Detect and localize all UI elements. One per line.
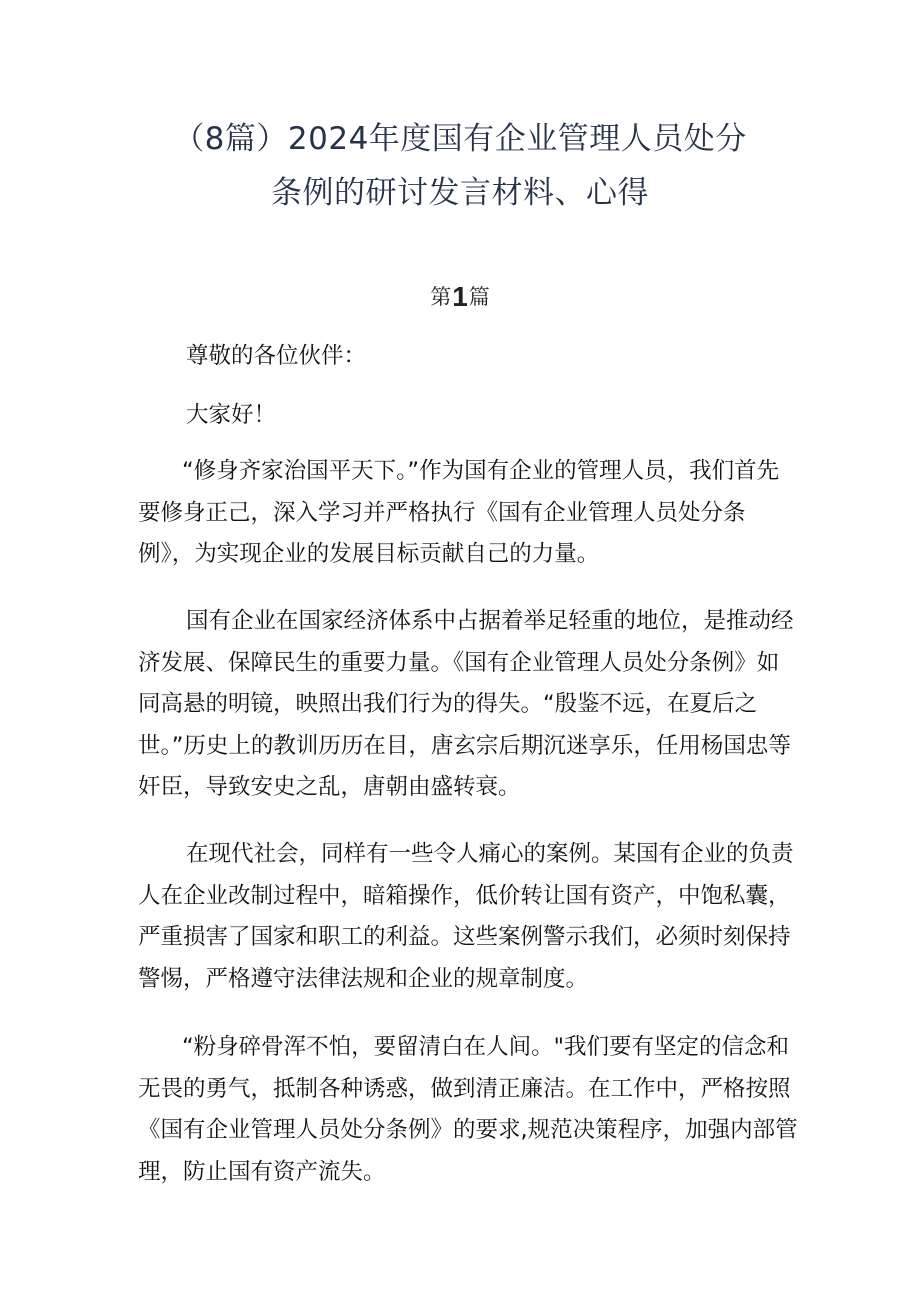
paragraph-3: 在现代社会，同样有一些令人痛心的案例。某国有企业的负责人在企业改制过程中，暗箱操作，低价转让国有资产，中饱私囊，严重损害了国家和职工的利益。这些案例警示我们，必须时刻保持警惕，严格遵守法律法规和企业的规章制度。 (138, 841, 794, 992)
chapter-number: 1 (452, 281, 468, 312)
chapter-heading (0, 281, 920, 313)
chapter-suffix: 篇 (468, 285, 490, 309)
document-title-line-2: 条例的研讨发言材料、心得 (271, 175, 649, 211)
paragraph-2: 国有企业在国家经济体系中占据着举足轻重的地位，是推动经济发展、保障民生的重要力量。《国有企业管理人员处分条例》如同高悬的明镜，映照出我们行为的得失。“殷鉴不远，在夏后之世。”历史上的教训历历在目，唐玄宗后期沉迷享乐，任用杨国忠等奸臣，导致安史之乱，唐朝由盛转衰。 (138, 608, 794, 800)
greeting: 大家好！ (186, 402, 277, 428)
salutation: 尊敬的各位伙伴： (186, 343, 367, 369)
document-title-line-1: （8篇）2024年度国有企业管理人员处分 (173, 121, 747, 157)
paragraph-1: “修身齐家治国平天下。”作为国有企业的管理人员，我们首先要修身正己，深入学习并严格执行《国有企业管理人员处分条例》，为实现企业的发展目标贡献自己的力量。 (138, 458, 780, 567)
paragraph-4: “粉身碎骨浑不怕，要留清白在人间。"我们要有坚定的信念和无畏的勇气，抵制各种诱惑，做到清正廉洁。在工作中，严格按照《国有企业管理人员处分条例》的要求,规范决策程序，加强内部管理，防止国有资产流失。 (138, 1034, 798, 1185)
chapter-prefix: 第 (430, 285, 452, 309)
